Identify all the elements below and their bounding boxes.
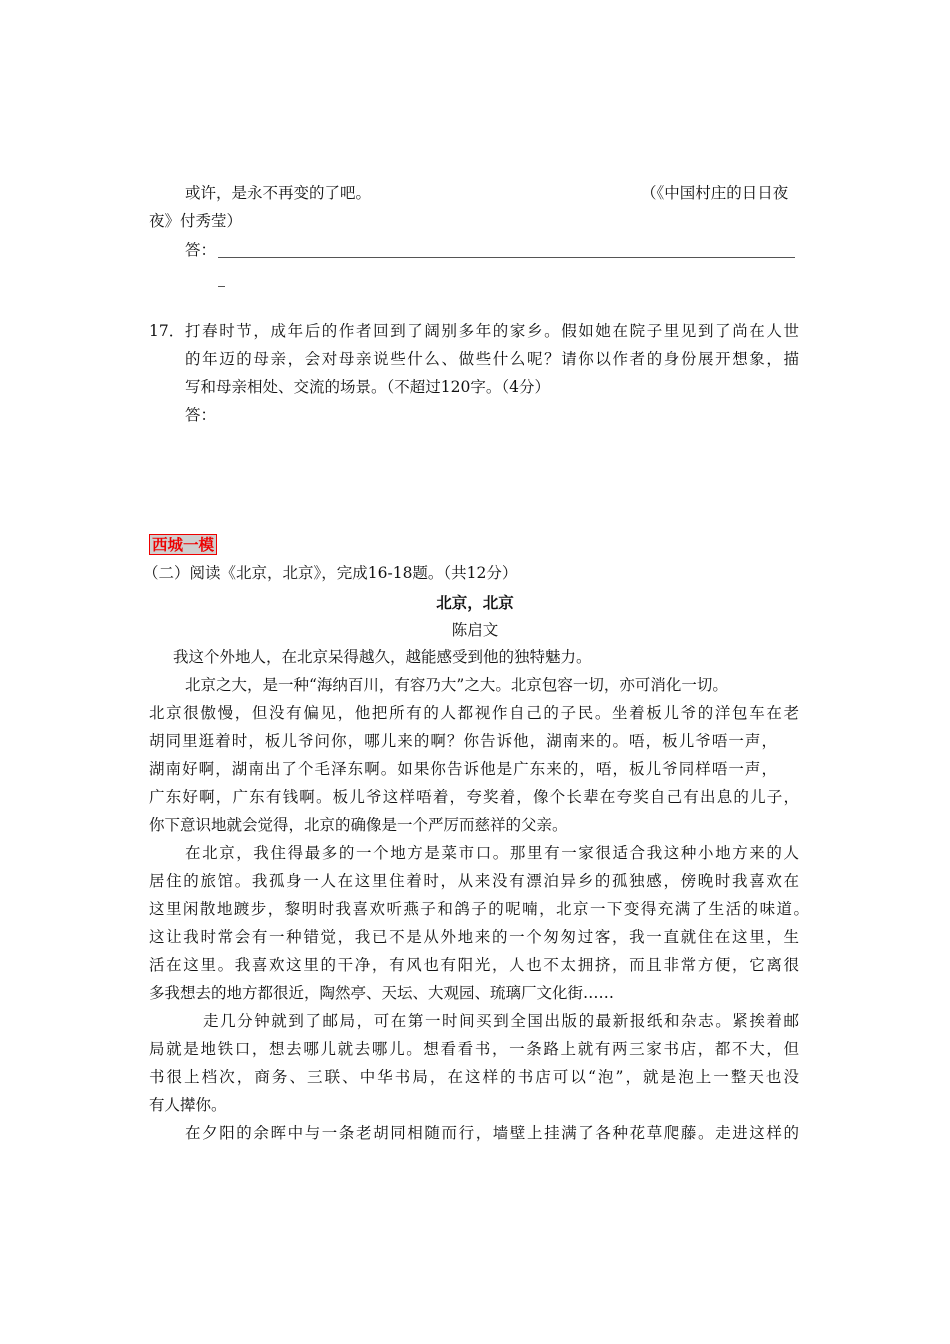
article-line: 活在这里。我喜欢这里的干净，有风也有阳光，人也不太拥挤，而且非常方便，它离很 [149, 956, 799, 974]
article-line: 在北京，我住得最多的一个地方是菜市口。那里有一家很适合我这种小地方来的人 [185, 844, 799, 862]
article-line: 居住的旅馆。我孤身一人在这里住着时，从来没有漂泊异乡的孤独感，傍晚时我喜欢在 [149, 872, 799, 890]
article-line: 北京很傲慢，但没有偏见，他把所有的人都视作自己的子民。坐着板儿爷的洋包车在老 [149, 704, 799, 722]
article-title: 北京，北京 [436, 593, 514, 612]
article-line: 局就是地铁口，想去哪儿就去哪儿。想看看书，一条路上就有两三家书店，都不大，但 [149, 1040, 799, 1058]
answer-line-end [218, 286, 225, 287]
article-line: 我这个外地人，在北京呆得越久，越能感受到他的独特魅力。 [173, 648, 592, 666]
answer-line[interactable] [218, 257, 795, 258]
question-17-number: 17． [149, 322, 185, 340]
article-line: 湖南好啊，湖南出了个毛泽东啊。如果你告诉他是广东来的，唔，板儿爷同样唔一声， [149, 760, 777, 778]
article-line: 多我想去的地方都很近，陶然亭、天坛、大观园、琉璃厂文化街…… [149, 984, 615, 1002]
article-line: 有人撵你。 [149, 1096, 227, 1114]
prev-question-source: （《中国村庄的日日夜 [641, 184, 789, 202]
article-line: 在夕阳的余晖中与一条老胡同相随而行，墙壁上挂满了各种花草爬藤。走进这样的 [185, 1124, 799, 1142]
article-line: 北京之大，是一种“海纳百川，有容乃大”之大。北京包容一切，亦可消化一切。 [185, 676, 728, 694]
question-17-line-1: 打春时节，成年后的作者回到了阔别多年的家乡。假如她在院子里见到了尚在人世 [185, 322, 799, 340]
article-line: 你下意识地就会觉得，北京的确像是一个严厉而慈祥的父亲。 [149, 816, 568, 834]
reading-instruction: （二）阅读《北京，北京》，完成16-18题。（共12分） [143, 564, 518, 582]
section-tag: 西城一模 [149, 534, 217, 555]
question-17-line-2: 的年迈的母亲，会对母亲说些什么、做些什么呢？请你以作者的身份展开想象，描 [185, 350, 799, 368]
prev-question-source-cont: 夜》付秀莹） [149, 212, 243, 230]
prev-question-answer-label: 答： [185, 241, 217, 259]
article-line: 广东好啊，广东有钱啊。板儿爷这样唔着，夸奖着，像个长辈在夸奖自己有出息的儿子， [149, 788, 799, 806]
article-line: 书很上档次，商务、三联、中华书局，在这样的书店可以“泡”，就是泡上一整天也没 [149, 1068, 799, 1086]
article-line: 这让我时常会有一种错觉，我已不是从外地来的一个匆匆过客，我一直就住在这里，生 [149, 928, 799, 946]
question-17-line-3: 写和母亲相处、交流的场景。（不超过120字。（4分） [185, 378, 550, 396]
article-line: 走几分钟就到了邮局，可在第一时间买到全国出版的最新报纸和杂志。紧挨着邮 [203, 1012, 799, 1030]
article-author: 陈启文 [451, 621, 499, 639]
prev-question-text: 或许，是永不再变的了吧。 [185, 184, 372, 202]
question-17-answer-label: 答： [185, 406, 217, 424]
article-line: 胡同里逛着时，板儿爷问你，哪儿来的啊？你告诉他，湖南来的。唔，板儿爷唔一声， [149, 732, 777, 750]
article-line: 这里闲散地踱步，黎明时我喜欢听燕子和鸽子的呢喃，北京一下变得充满了生活的味道。 [149, 900, 809, 918]
